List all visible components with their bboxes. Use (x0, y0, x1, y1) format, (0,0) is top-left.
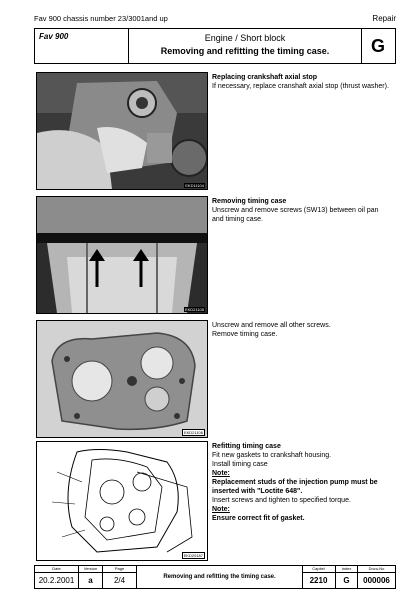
footer-date-label: Date (35, 566, 78, 573)
footer-capitel: 2210 (309, 576, 328, 585)
step-text: If necessary, replace cranshaft axial stop (thrust washer). (212, 83, 389, 90)
drawing-code: EKD20187 (183, 553, 203, 558)
step-heading: Refitting timing case (212, 443, 281, 450)
section-title: Engine / Short block (204, 33, 286, 43)
group-letter: G (370, 36, 385, 56)
title-cell (129, 29, 362, 63)
step-line: Insert screws and tighten to specified torque. (212, 497, 351, 504)
photo-crankshaft-axial-stop (36, 72, 208, 190)
photo-code: EKD21105 (184, 307, 204, 312)
footer-version: a (88, 576, 93, 585)
photo-code: EKD11104 (185, 183, 204, 188)
footer-capitel-cell (302, 566, 336, 588)
footer-version-cell (79, 566, 103, 588)
note-text: Replacement studs of the injection pump must be inserted with "Loctite 648". (212, 479, 378, 495)
footer-title: Removing and refitting the timing case. (137, 566, 303, 588)
footer-index-cell (336, 566, 358, 588)
step-heading: Replacing crankshaft axial stop (212, 74, 318, 81)
footer-docu: 000006 (363, 576, 390, 585)
step-text-2: Remove timing case. (212, 331, 278, 338)
title-block (34, 28, 396, 64)
footer-docu-cell (358, 566, 395, 588)
step-heading: Removing timing case (212, 198, 287, 205)
footer-index-label: Index (336, 566, 357, 573)
step-text: Unscrew and remove all other screws. (212, 322, 331, 329)
footer-capitel-label: Capitel (302, 566, 335, 573)
footer-table (34, 565, 396, 589)
footer-version-label: Version (79, 566, 102, 573)
step-line: Fit new gaskets to crankshaft housing. (212, 452, 332, 459)
footer-index: G (343, 576, 350, 585)
model-cell: Fav 900 (35, 29, 129, 63)
drawing-refitting-timing-case (36, 441, 208, 561)
footer-page: 2/4 (113, 576, 126, 585)
footer-date-cell (35, 566, 79, 588)
page-title: Removing and refitting the timing case. (160, 46, 330, 56)
footer-docu-label: Docu-No (358, 566, 395, 573)
category-label: Repair (372, 14, 396, 23)
step-removing-timing-case (212, 197, 392, 224)
step-crankshaft-axial-stop (212, 73, 392, 91)
vehicle-range: Fav 900 chassis number 23/3001and up (34, 14, 168, 23)
step-line: Install timing case (212, 461, 268, 468)
step-text: Unscrew and remove screws (SW13) between oil pan and timing case. (212, 207, 379, 223)
document-header-line (34, 14, 396, 23)
photo-code: EKD21106 (183, 430, 203, 435)
footer-page-cell (103, 566, 137, 588)
step-remove-screws (212, 321, 392, 339)
note-label: Note: (212, 506, 230, 513)
note-text: Ensure correct fit of gasket. (212, 515, 305, 522)
footer-page-label: Page (103, 566, 136, 573)
photo-timing-case-screws (36, 320, 208, 438)
step-refitting-timing-case (212, 442, 392, 523)
photo-removing-timing-case (36, 196, 208, 314)
note-label: Note: (212, 470, 230, 477)
footer-date: 20.2.2001 (38, 576, 75, 585)
